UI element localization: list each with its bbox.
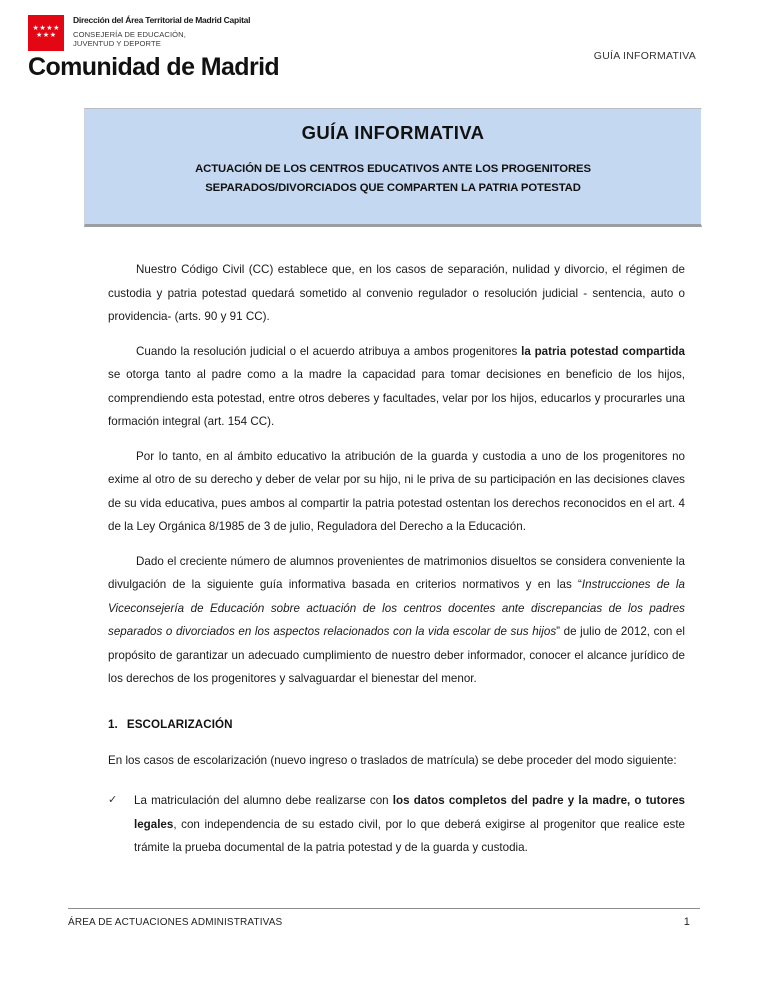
consejeria-line-2: JUVENTUD Y DEPORTE xyxy=(73,39,161,49)
logo-text-block xyxy=(73,14,250,49)
star-icon: ★ xyxy=(39,25,46,32)
section-title: ESCOLARIZACIÓN xyxy=(126,717,233,731)
star-icon: ★ xyxy=(35,32,43,39)
document-body xyxy=(108,258,685,860)
list-item-text-2: , con independencia de su estado civil, por lo que deberá exigirse al progenitor que realice este trámite la prueba documental de la patria potestad y de la guarda y custodia. xyxy=(134,817,685,854)
paragraph-3-text: Por lo tanto, en al ámbito educativo la atribución de la guarda y custodia a uno de los progenitores no exime al otro de su derecho y deber de velar por su hijo, ni le priva de su participación en las decisiones claves de su vida educativa, pues ambos al compartir la patria potestad ostentan los derechos reconocidos en el art. 4 de la Ley Orgánica 8/1985 de 3 de julio, Reguladora del Derecho a la Educación. xyxy=(108,449,685,533)
section-heading-escolarizacion xyxy=(108,718,685,731)
paragraph-4-text-2: ” de julio de 2012, con el propósito de garantizar un adecuado cumplimiento de nuestro deber informador, conocer el alcance jurídico de los derechos de los progenitores y salvaguardar el bienestar del menor. xyxy=(108,625,685,685)
paragraph-4-text-1: Dado el creciente número de alumnos provenientes de matrimonios disueltos se considera conveniente la divulgación de la siguiente guía informativa basada en criterios normativos y en las “ xyxy=(108,554,685,591)
flag-star-row-bottom xyxy=(36,32,57,39)
institution-name: Comunidad de Madrid xyxy=(28,53,280,81)
consejeria-block xyxy=(73,30,250,49)
paragraph-4-italic-quote: Instrucciones de la Viceconsejería de Educación sobre actuación de los centros docentes ante discrepancias de los padres separados o divorciados en los aspectos relacionados con la vida escolar de sus hijos xyxy=(108,578,685,638)
page-footer xyxy=(68,908,700,928)
paragraph-2-text-2: se otorga tanto al padre como a la madre la capacidad para tomar decisiones en beneficio de los hijos, comprendiendo esta potestad, entre otros deberes y facultades, velar por los hijos, educarlos y procurarles una formación integral (art. 154 CC). xyxy=(108,368,685,428)
footer-divider xyxy=(68,908,700,909)
document-title: GUÍA INFORMATIVA xyxy=(301,122,485,143)
page-header xyxy=(0,10,768,90)
title-box xyxy=(84,108,702,227)
list-item xyxy=(108,789,685,860)
comunidad-de-madrid-logo xyxy=(28,14,279,81)
list-item-bold-1: los datos completos del padre y la madre, o tutores legales xyxy=(134,794,685,831)
document-subtitle-line-1: ACTUACIÓN DE LOS CENTROS EDUCATIVOS ANTE LOS PROGENITORES xyxy=(195,163,591,175)
star-icon: ★ xyxy=(46,25,53,32)
paragraph-1-text: Nuestro Código Civil (CC) establece que, en los casos de separación, nulidad y divorcio, el régimen de custodia y patria potestad quedará sometido al convenio regulador o resolución judicial - sentencia, auto o providencia- (arts. 90 y 91 CC). xyxy=(108,263,685,323)
section-1-intro-text: En los casos de escolarización (nuevo ingreso o traslados de matrícula) se debe proceder del modo siguiente: xyxy=(108,753,677,767)
document-subtitle-line-2: SEPARADOS/DIVORCIADOS QUE COMPARTEN LA PATRIA POTESTAD xyxy=(205,182,581,194)
section-number: 1. xyxy=(108,717,118,731)
madrid-flag-icon xyxy=(28,15,64,51)
paragraph-2-bold-1: la patria potestad compartida xyxy=(521,344,685,358)
paragraph-1 xyxy=(108,258,685,329)
header-right-label: GUÍA INFORMATIVA xyxy=(593,50,696,62)
consejeria-line-1: CONSEJERÍA DE EDUCACIÓN, xyxy=(73,30,186,39)
logo-top-row xyxy=(28,14,279,51)
star-icon: ★ xyxy=(53,25,60,32)
star-icon: ★ xyxy=(49,32,57,39)
footer-left-label: ÁREA DE ACTUACIONES ADMINISTRATIVAS xyxy=(68,917,283,928)
territorial-area-line: Dirección del Área Territorial de Madrid Capital xyxy=(73,15,251,25)
paragraph-2-text-1: Cuando la resolución judicial o el acuerdo atribuya a ambos progenitores xyxy=(136,344,522,358)
list-item-text-1: La matriculación del alumno debe realizarse con xyxy=(134,794,393,807)
star-icon: ★ xyxy=(32,25,39,32)
paragraph-2 xyxy=(108,340,685,434)
paragraph-4 xyxy=(108,550,685,691)
footer-row xyxy=(68,916,700,928)
star-icon: ★ xyxy=(42,32,50,39)
checkmark-icon: ✓ xyxy=(108,794,118,806)
document-subtitle xyxy=(85,160,701,198)
footer-page-number: 1 xyxy=(683,916,690,928)
flag-star-row-top xyxy=(32,25,60,32)
section-1-intro xyxy=(108,749,685,773)
list-item-text xyxy=(134,789,685,860)
flag-stars xyxy=(28,25,64,39)
paragraph-3 xyxy=(108,445,685,539)
